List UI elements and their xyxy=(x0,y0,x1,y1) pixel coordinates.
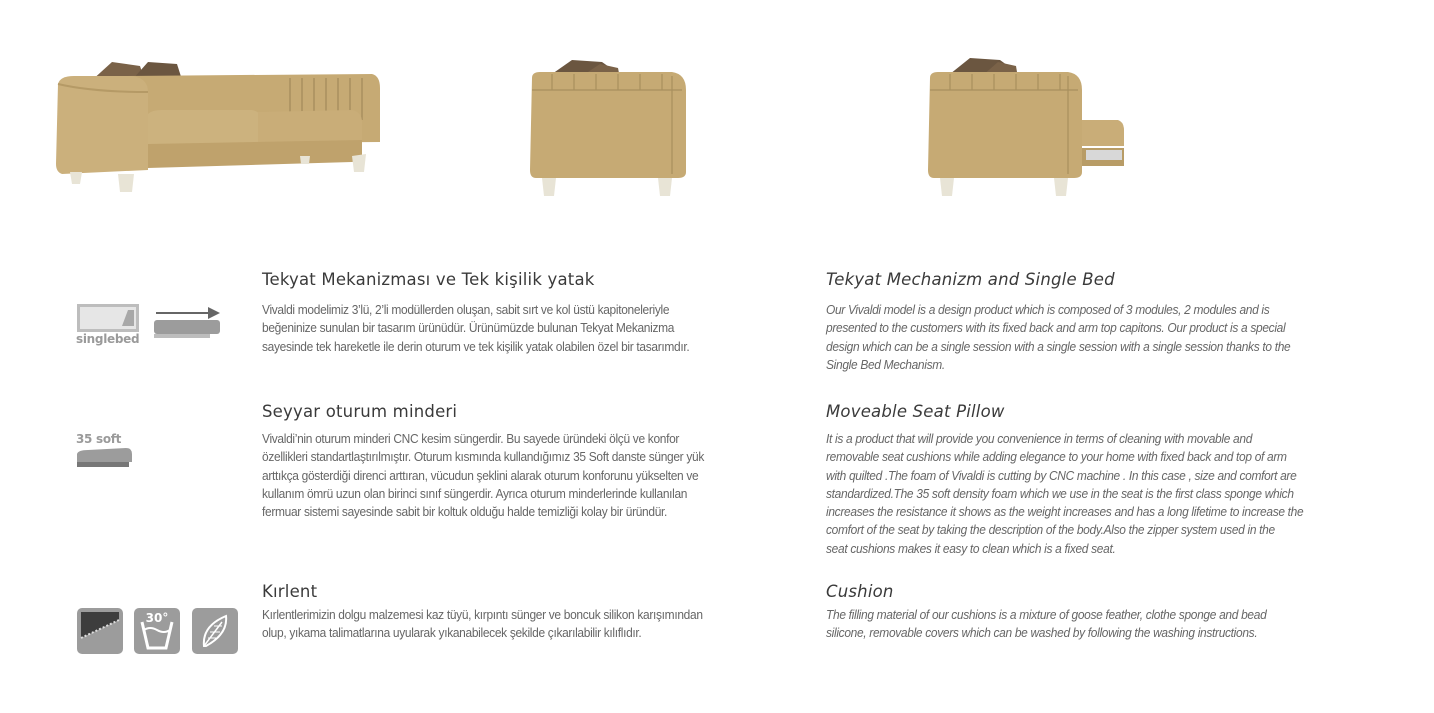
text-line: standardized.The 35 soft density foam which we use in the seat is the first class sponge which xyxy=(826,485,1294,501)
text-line: increases the resistance it shows as the weight increases and has a long lifetime to increase the xyxy=(826,504,1304,520)
soft-foam-icon-label: 35 soft xyxy=(76,432,122,446)
text-line: Vivaldi modelimiz 3’lü, 2’li modüllerden oluşan, sabit sırt ve kol üstü kapitoneleriyle xyxy=(262,302,670,317)
section-2-title-tr: Seyyar oturum minderi xyxy=(262,402,458,421)
text-line: with quilted .The foam of Vivaldi is cutting by CNC machine . In this case , size and comfort are xyxy=(826,467,1297,483)
section-2-body-tr xyxy=(262,430,776,521)
text-line: fermuar sistemi sayesinde sabit bir koltuk olduğu halde temizliği kolay bir üründür. xyxy=(262,504,668,520)
text-line: The filling material of our cushions is a mixture of goose feather, clothe sponge and bead xyxy=(826,607,1267,622)
sofa-bed-image xyxy=(922,54,1132,199)
section-3-title-en: Cushion xyxy=(826,582,894,601)
text-line: kullanım ömrü uzun olan birinci sınıf süngerdir. Ayrıca oturum minderlerinde kullanılan xyxy=(262,485,688,501)
section-2-body-en xyxy=(826,430,1340,558)
text-line: Kırlentlerimizin dolgu malzemesi kaz tüyü, kırpıntı sünger ve boncuk silikon karışımından xyxy=(262,607,703,622)
text-line: silicone, removable covers which can be washed by following the washing instructions. xyxy=(826,625,1258,641)
single-bed-icon-label: singlebed xyxy=(76,332,140,346)
foam-cushion-icon xyxy=(76,446,136,475)
section-3-title-tr: Kırlent xyxy=(262,582,318,601)
sofa-side-image xyxy=(522,54,692,199)
text-line: presented to the customers with its fixed back and arm top capitons. Our product is a special xyxy=(826,320,1286,336)
text-line: özellikleri standartlaştırılmıştır. Oturum kısmında kullandığımız 35 Soft danste sünger yük xyxy=(262,449,704,465)
section-1-body-en xyxy=(826,301,1340,374)
text-line: Vivaldi’nin oturum minderi CNC kesim süngerdir. Bu sayede üründeki ölçü ve konfor xyxy=(262,431,680,446)
wash-30-icon xyxy=(134,608,180,654)
section-1-title-en: Tekyat Mechanizm and Single Bed xyxy=(826,270,1115,289)
section-3-body-en xyxy=(826,606,1340,643)
text-line: beğeninize sunulan bir tasarım ürünüdür. Ürünümüzde bulunan Tekyat Mekanizma xyxy=(262,320,675,336)
section-1-title-tr: Tekyat Mekanizması ve Tek kişilik yatak xyxy=(262,270,595,289)
section-2-title-en: Moveable Seat Pillow xyxy=(826,402,1005,421)
text-line: sayesinde tek hareketle ile derin oturum ve tek kişilik yatak olabilen özel bir tasarımdır. xyxy=(262,338,690,354)
text-line: design which can be a single session with a single session with a single session thanks to the xyxy=(826,338,1291,354)
section-1-body-tr xyxy=(262,301,776,356)
sofa-front-image xyxy=(52,52,382,197)
text-line: Single Bed Mechanism. xyxy=(826,356,945,372)
zipper-icon xyxy=(77,608,123,654)
text-line: removable seat cushions while adding elegance to your home with fixed back and top of arm xyxy=(826,449,1287,465)
text-line: comfort of the seat by taking the description of the body.Also the zipper system used in the xyxy=(826,522,1275,538)
text-line: Our Vivaldi model is a design product which is composed of 3 modules, 2 modules and is xyxy=(826,302,1270,317)
text-line: It is a product that will provide you convenience in terms of cleaning with movable and xyxy=(826,431,1253,446)
section-3-body-tr xyxy=(262,606,776,643)
wash-temperature-label: 30° xyxy=(145,611,169,625)
feather-icon xyxy=(192,608,238,654)
text-line: seat cushions makes it easy to clean which is a fixed seat. xyxy=(826,540,1116,556)
text-line: arttıkça gösterdiği direnci arttıran, vücudun şeklini alarak oturum konforunu yükselten ve xyxy=(262,467,699,483)
text-line: olup, yıkama talimatlarına uyularak yıkanabilecek şekilde çıkarılabilir kılıflıdır. xyxy=(262,625,642,641)
